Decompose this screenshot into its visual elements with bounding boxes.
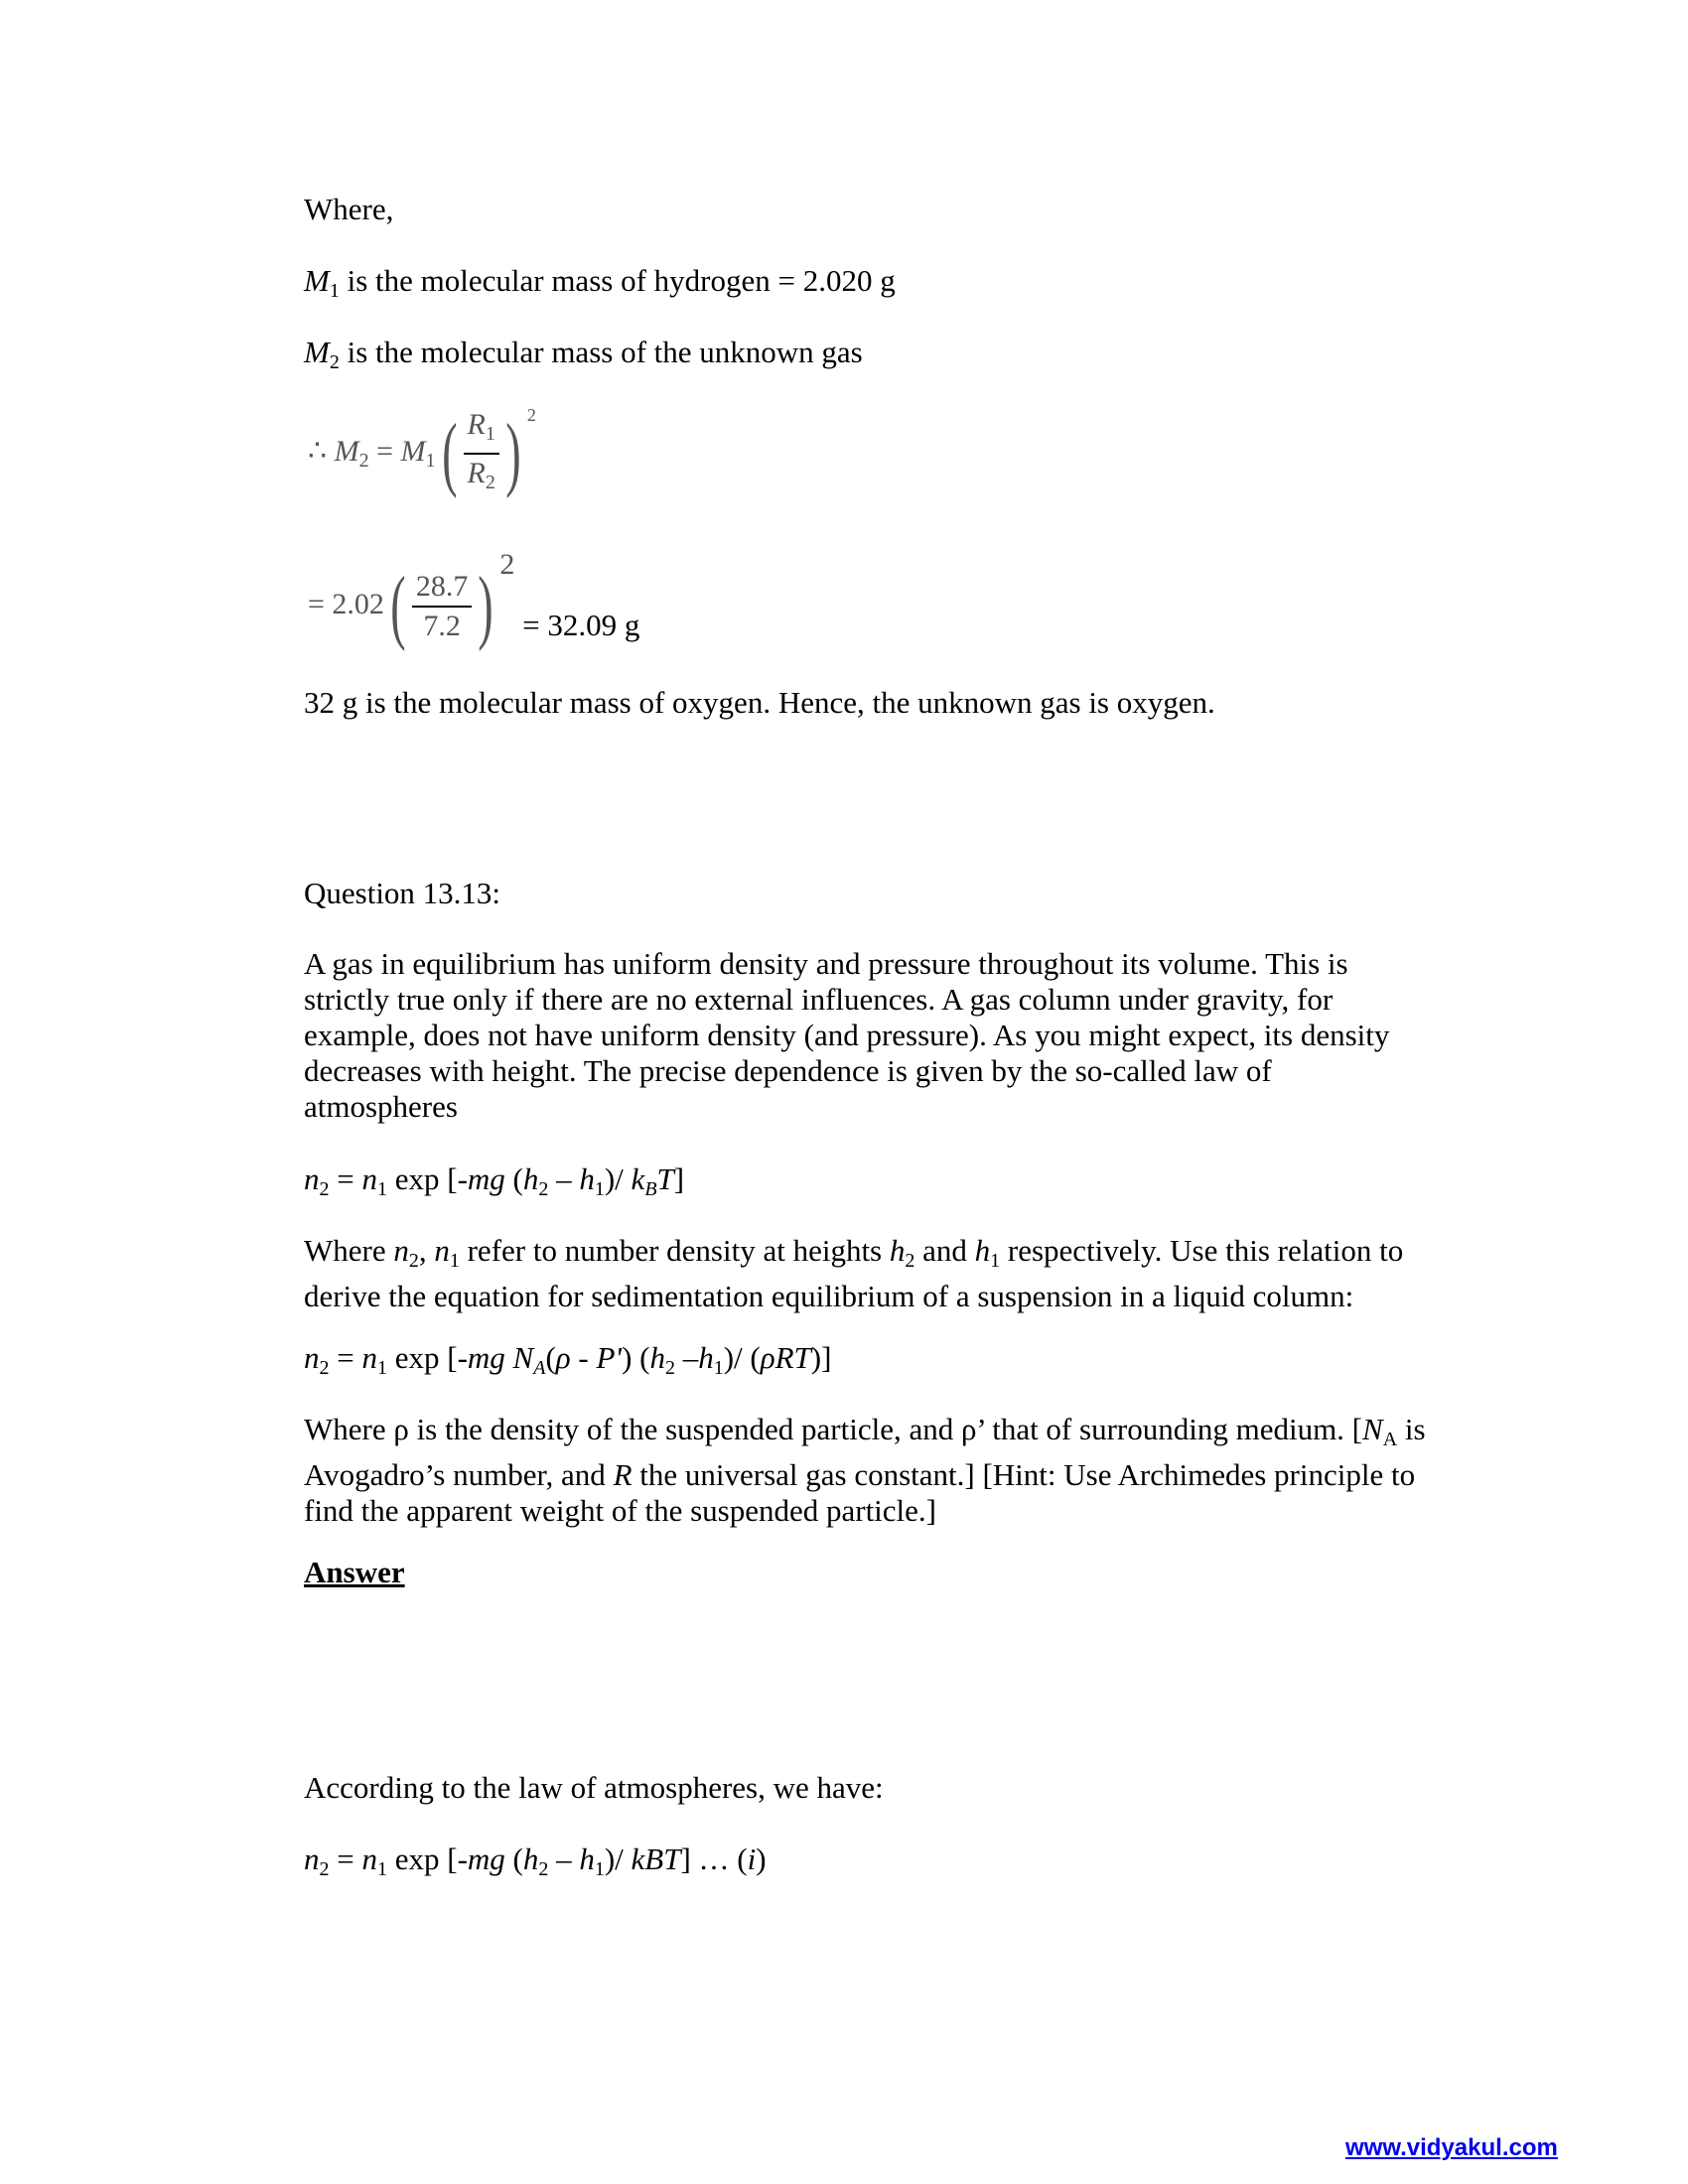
answer-intro: According to the law of atmospheres, we have: xyxy=(304,1770,884,1805)
question-hint-paragraph: Where ρ is the density of the suspended particle, and ρ’ that of surrounding medium. [$N_A$ is Avogadro’s number, and R the universal gas constant.] [Hint: Use Archimedes principle to find the apparent weight of the suspended particle.] xyxy=(304,1412,1426,1528)
formula-m2: ∴ $M_2 = M_1$( $\frac{R_1}{R_2}$ ) $^2$ xyxy=(308,405,536,500)
question-body: A gas in equilibrium has uniform density and pressure throughout its volume. This is strictly true only if there are no external influences. A gas column under gravity, for example, does not have uniform density (and pressure). As you might expect, its density decreases with height. The precise dependence is given by the so-called law of atmospheres xyxy=(304,946,1390,1124)
footer-website-link[interactable]: www.vidyakul.com xyxy=(1345,2134,1558,2161)
law-of-atmospheres-equation: $n_2 = n_1$ exp [-mg $(h_2 - h_1)/$ $k_BT$] xyxy=(304,1161,685,1200)
m2-definition: $M_2$ is the molecular mass of the unknown gas xyxy=(304,335,863,373)
answer-equation-i: $n_2 = n_1$ exp [-mg $(h_2 - h_1)/$ kBT] … (i) xyxy=(304,1842,767,1880)
conclusion-text: 32 g is the molecular mass of oxygen. Hence, the unknown gas is oxygen. xyxy=(304,685,1215,720)
where-label: Where, xyxy=(304,192,394,226)
answer-heading: Answer xyxy=(304,1555,405,1589)
m1-definition: $M_1$ is the molecular mass of hydrogen = 2.020 g xyxy=(304,263,896,302)
sedimentation-equation: $n_2 = n_1$ exp [-mg $N_A(\rho - P')$ ($h_2$ $-h_1)/$ (ρRT)] xyxy=(304,1340,832,1379)
formula-calculation: = 2.02( $\frac{28.7}{7.2}$ ) $^2$ = 32.09 g xyxy=(308,548,640,652)
question-title: Question 13.13: xyxy=(304,876,501,910)
question-where-paragraph: Where $n_2$, $n_1$ refer to number density at heights $h_2$ and $h_1$ respectively. Use this relation to derive the equation for sedimentation equilibrium of a suspension in a liquid column: xyxy=(304,1233,1404,1313)
